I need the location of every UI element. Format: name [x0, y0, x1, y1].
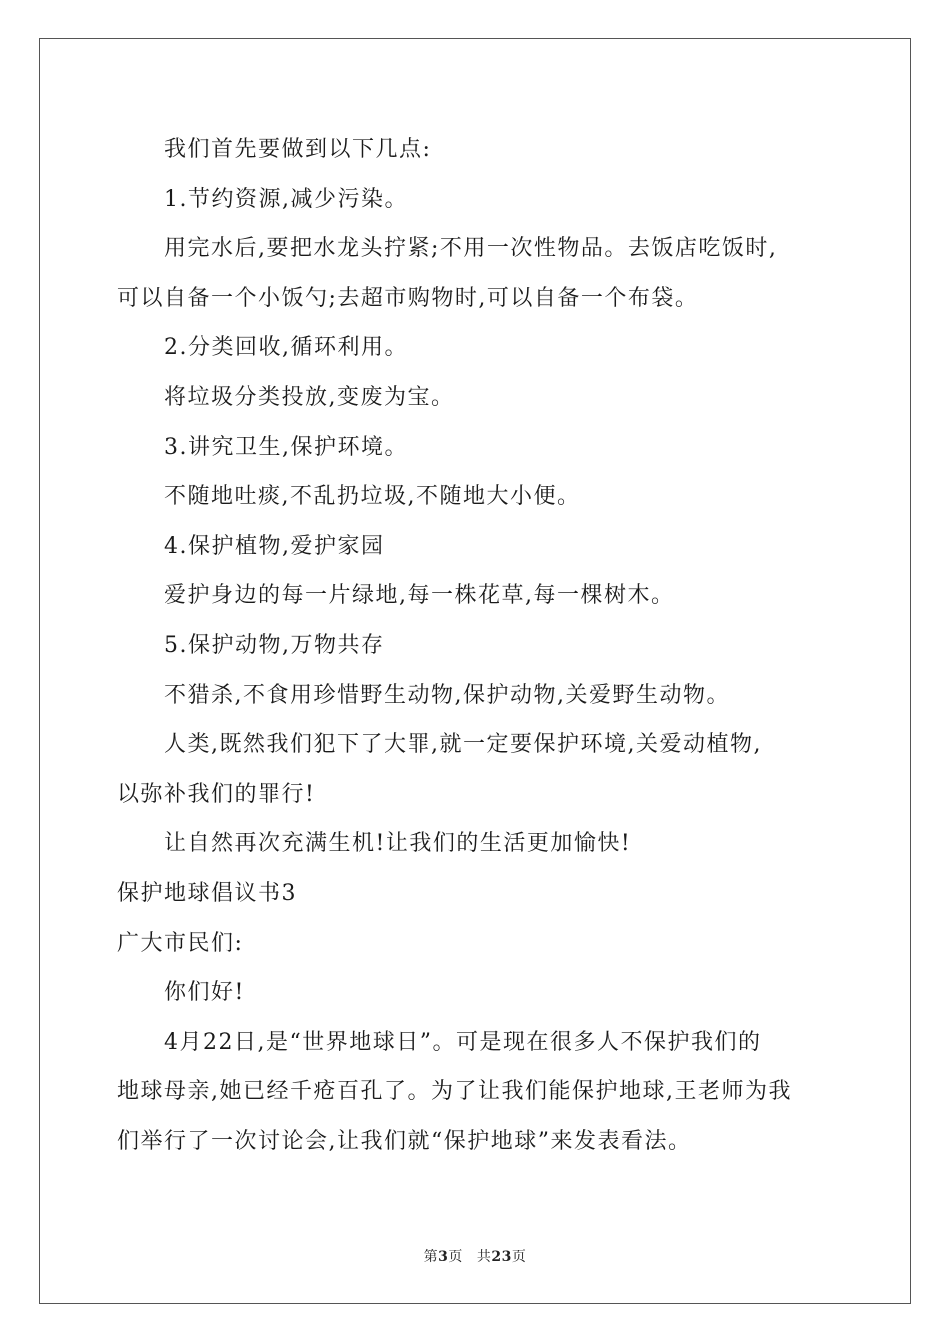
paragraph-line: 不随地吐痰,不乱扔垃圾,不随地大小便。	[164, 484, 581, 510]
page-prefix: 第	[423, 1249, 439, 1265]
paragraph-line: 用完水后,要把水龙头拧紧;不用一次性物品。去饭店吃饭时,	[164, 236, 778, 262]
list-heading-5: 5.保护动物,万物共存	[164, 632, 385, 658]
paragraph-line: 将垃圾分类投放,变废为宝。	[164, 384, 455, 410]
paragraph-line: 让自然再次充满生机!让我们的生活更加愉快!	[164, 831, 632, 857]
total-suffix: 页	[511, 1249, 527, 1265]
paragraph-line: 爱护身边的每一片绿地,每一株花草,每一棵树木。	[164, 583, 675, 609]
page-suffix: 页	[448, 1249, 463, 1265]
document-body	[117, 125, 832, 1166]
page-footer	[0, 1246, 950, 1266]
paragraph-line: 4月22日,是“世界地球日”。可是现在很多人不保护我们的	[164, 1029, 762, 1055]
greeting: 你们好!	[164, 980, 245, 1006]
paragraph-line: 我们首先要做到以下几点:	[164, 137, 432, 162]
list-heading-3: 3.讲究卫生,保护环境。	[164, 434, 408, 460]
total-prefix: 共	[476, 1249, 492, 1265]
salutation: 广大市民们:	[117, 930, 244, 956]
section-title: 保护地球倡议书3	[117, 880, 297, 906]
page-current: 3	[438, 1249, 449, 1265]
paragraph-line: 以弥补我们的罪行!	[117, 781, 316, 807]
list-heading-2: 2.分类回收,循环利用。	[164, 335, 408, 361]
list-heading-1: 1.节约资源,减少污染。	[164, 186, 408, 212]
paragraph-line: 人类,既然我们犯下了大罪,就一定要保护环境,关爱动植物,	[164, 732, 762, 758]
paragraph-line: 可以自备一个小饭勺;去超市购物时,可以自备一个布袋。	[117, 285, 699, 311]
paragraph-line: 地球母亲,她已经千疮百孔了。为了让我们能保护地球,王老师为我	[117, 1079, 792, 1105]
page-total: 23	[491, 1249, 512, 1265]
paragraph-line: 不猎杀,不食用珍惜野生动物,保护动物,关爱野生动物。	[164, 682, 730, 708]
list-heading-4: 4.保护植物,爱护家园	[164, 533, 385, 559]
paragraph-line: 们举行了一次讨论会,让我们就“保护地球”来发表看法。	[117, 1128, 692, 1154]
